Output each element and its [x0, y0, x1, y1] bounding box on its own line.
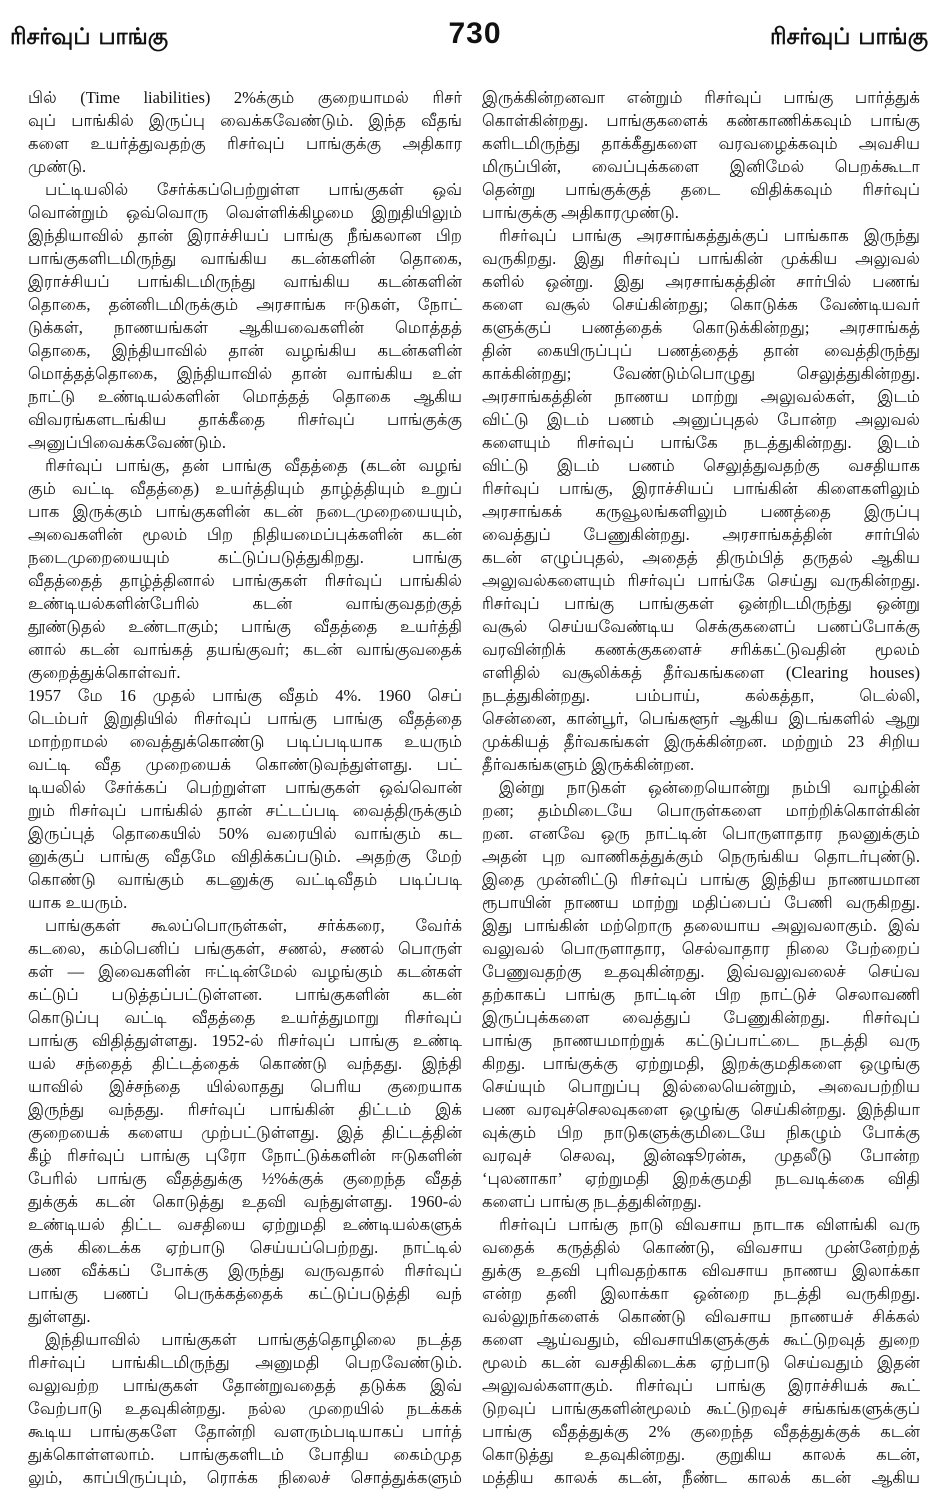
text-line: யாக உயரும். [28, 893, 128, 912]
text-line: கூடிய பாங்குகளே தோன்றி வளரும்படியாகப் பார்த் [28, 1422, 462, 1441]
text-line: துக்கொள்ளலாம். பாங்குகளிடம் போதிய கைம்முத [28, 1445, 462, 1464]
text-line: பேணுவதற்கு உதவுகின்றது. இவ்வலுவலைச் செய்வ [482, 962, 920, 981]
text-line: முண்டு. [28, 157, 87, 176]
text-line: ரூபாயின் நாணய மாற்று மதிப்பைப் பேணி வருகிறது. [482, 893, 920, 912]
text-line: மிருப்பின், வைப்புக்களை இனிமேல் பெறக்கூடா [482, 157, 920, 176]
text-line: வலுவல் பொருளாதார, செல்வாதார நிலை பேற்றைப் [482, 939, 920, 958]
left-column [28, 86, 462, 1489]
text-line: டுக்கள், நாணயங்கள் ஆகியவைகளின் மொத்தத் [28, 318, 462, 337]
text-line: குக் கிடைக்க ஏற்பாடு செய்யப்பெற்றது. நாட்டில் [28, 1238, 462, 1257]
text-line: காக்கின்றது; வேண்டும்பொழுது செலுத்துகின்றது. [482, 364, 920, 383]
text-line: பாங்கு வீதத்துக்கு 2% குறைந்த வீதத்துக்குக் கடன் [482, 1422, 920, 1441]
text-line: கொடுப்பு வட்டி வீதத்தை உயர்த்துமாறு ரிசர்வுப் [28, 1008, 462, 1027]
text-line: தென்று பாங்குக்குத் தடை விதிக்கவும் ரிசர்வுப் [482, 180, 920, 199]
text-line: விவரங்களடங்கிய தாக்கீதை ரிசர்வுப் பாங்குக்கு [28, 410, 462, 429]
text-line: வீதத்தைத் தாழ்த்தினால் பாங்குகள் ரிசர்வுப் பாங்கில் [28, 571, 462, 590]
text-line: வட்டி வீத முறையைக் கொண்டுவந்துள்ளது. பட் [28, 755, 462, 774]
text-line: ரிசர்வுப் பாங்கு, இராச்சியப் பாங்கின் கிளைகளிலும் [482, 479, 920, 498]
text-line: சென்னை, கான்பூர், பெங்களூர் ஆகிய இடங்களில் ஆறு [482, 709, 920, 728]
text-line: இருப்புத் தொகையில் 50% வரையில் வாங்கும் கட [28, 824, 462, 843]
text-line: களில் ஒன்று. இது அரசாங்கத்தின் சார்பில் பணங் [482, 272, 920, 291]
text-line: இருப்புக்களை வைத்துப் பேணுகின்றது. ரிசர்வுப் [482, 1008, 920, 1027]
text-line: தற்காகப் பாங்கு நாட்டின் பிற நாட்டுச் செலாவணி [482, 985, 920, 1004]
text-line: வரவின்றிக் கணக்குகளைச் சரிக்கட்டுவதின் மூலம் [482, 640, 920, 659]
text-line: வொன்றும் ஒவ்வொரு வெள்ளிக்கிழமை இறுதியிலும் [28, 203, 462, 222]
running-title-left: ரிசர்வுப் பாங்கு [10, 24, 169, 50]
text-line: குறைத்துக்கொள்வர். [28, 663, 181, 682]
paragraph [28, 454, 462, 684]
text-line: பேரில் பாங்கு வீதத்துக்கு ½%க்குக் குறைந்த வீதத் [28, 1169, 462, 1188]
text-line: கும் வட்டி வீதத்தை) உயர்த்தியும் தாழ்த்தியும் உறுப் [28, 479, 462, 498]
text-line: கடலை, கம்பெனிப் பங்குகள், சணல், சணல் பொருள் [28, 939, 462, 958]
text-line: அரசாங்கத்தின் நாணய மாற்று அலுவல்கள், இடம் [482, 387, 920, 406]
text-line: பாங்குக்கு அதிகாரமுண்டு. [482, 203, 679, 222]
text-line: இது பாங்கின் மற்றொரு தலையாய அலுவலாகும். இவ் [482, 916, 920, 935]
text-line: முக்கியத் தீர்வகங்கள் இருக்கின்றன. மற்றும் 23 சிறிய [482, 732, 920, 751]
text-line: மொத்தத்தொகை, இந்தியாவில் தான் வாங்கிய உள் [28, 364, 462, 383]
text-line: அலுவல்களையும் ரிசர்வுப் பாங்கே செய்து வருகின்றது. [482, 571, 920, 590]
paragraph [482, 224, 920, 776]
text-line: இந்தியாவில் தான் இராச்சியப் பாங்கு நீங்கலான பிற [28, 226, 462, 245]
text-line: 1957 மே 16 முதல் பாங்கு வீதம் 4%. 1960 செப் [28, 686, 462, 705]
text-line: பில் (Time liabilities) 2%க்கும் குறையாமல் ரிசர் [28, 88, 462, 107]
text-line: ரிசர்வுப் பாங்கு அரசாங்கத்துக்குப் பாங்காக இருந்து [499, 226, 920, 245]
text-line: டியலில் சேர்க்கப் பெற்றுள்ள பாங்குகள் ஒவ்வொன் [28, 778, 462, 797]
text-line: வருகிறது. இது ரிசர்வுப் பாங்கின் முக்கிய அலுவல் [482, 249, 920, 268]
paragraph [28, 178, 462, 454]
text-line: களை ஆய்வதும், விவசாயிகளுக்குக் கூட்டுறவுத் துறை [482, 1330, 920, 1349]
text-line: கொண்டு வாங்கும் கடனுக்கு வட்டிவீதம் படிப்படி [28, 870, 462, 889]
text-line: இந்தியாவில் பாங்குகள் பாங்குத்தொழிலை நடத்த [45, 1330, 462, 1349]
text-line: அரசாங்கக் கருவூலங்களிலும் பணத்தை இருப்பு [482, 502, 920, 521]
text-line: ரிசர்வுப் பாங்கு நாடு விவசாய நாடாக விளங்கி வரு [499, 1215, 920, 1234]
text-line: பண வரவுச்செலவுகளை ஒழுங்கு செய்கின்றது. இந்தியா [482, 1100, 920, 1119]
text-line: துக்குக் கடன் கொடுத்து உதவி வந்துள்ளது. 1960-ல் [28, 1192, 462, 1211]
text-line: உண்டியல் திட்ட வசதியை ஏற்றுமதி உண்டியல்களுக் [28, 1215, 462, 1234]
text-line: பட்டியலில் சேர்க்கப்பெற்றுள்ள பாங்குகள் ஒவ் [45, 180, 462, 199]
text-line: டுறவுப் பாங்குகளின்மூலம் கூட்டுறவுச் சங்கங்களுக்குப் [482, 1399, 920, 1418]
text-line: விட்டு இடம் பணம் செலுத்துவதற்கு வசதியாக [482, 456, 920, 475]
text-line: தொகை, இந்தியாவில் தான் வழங்கிய கடன்களின் [28, 341, 462, 360]
text-line: தின் கையிருப்புப் பணத்தைத் தான் வைத்திருந்து [482, 341, 920, 360]
text-line: பண வீக்கப் போக்கு இருந்து வருவதால் ரிசர்வுப் [28, 1261, 462, 1280]
text-line: வல்லுநர்களைக் கொண்டு விவசாய நாணயச் சிக்கல் [482, 1307, 920, 1326]
text-line: ரிசர்வுப் பாங்கிடமிருந்து அனுமதி பெறவேண்டும். [28, 1353, 462, 1372]
text-line: எளிதில் வசூலிக்கத் தீர்வகங்களை (Clearing houses) [482, 663, 920, 682]
text-line: வைத்துப் பேணுகின்றது. அரசாங்கத்தின் சார்பில் [482, 525, 920, 544]
text-line: குறையைக் களைய முற்பட்டுள்ளது. இத் திட்டத்தின் [28, 1123, 462, 1142]
text-line: அவைகளின் மூலம் பிற நிதியமைப்புக்களின் கடன் [28, 525, 462, 544]
text-line: கட்டுப் படுத்தப்பட்டுள்ளன. பாங்குகளின் கடன் [28, 985, 462, 1004]
text-line: களையும் ரிசர்வுப் பாங்கே நடத்துகின்றது. இடம் [482, 433, 920, 452]
text-line: களுக்குப் பணத்தைக் கொடுக்கின்றது; அரசாங்கத் [482, 318, 920, 337]
text-line: இதை முன்னிட்டு ரிசர்வுப் பாங்கு இந்திய நாணயமான [482, 870, 920, 889]
running-title-right: ரிசர்வுப் பாங்கு [769, 24, 928, 50]
text-line: ரிசர்வுப் பாங்கு பாங்குகள் ஒன்றிடமிருந்து ஒன்று [482, 594, 920, 613]
text-line: செய்யும் பொறுப்பு இல்லையென்றும், அவைபற்றிய [482, 1077, 920, 1096]
text-line: இராச்சியப் பாங்கிடமிருந்து வாங்கிய கடன்களின் [28, 272, 462, 291]
text-line: கடன் எழுப்புதல், அதைத் திரும்பித் தருதல் ஆகிய [482, 548, 920, 567]
text-line: தொகை, தன்னிடமிருக்கும் அரசாங்க ஈடுகள், நோட் [28, 295, 462, 314]
text-line: பாங்கு நாணயமாற்றுக் கட்டுப்பாட்டை நடத்தி வரு [482, 1031, 920, 1050]
text-line: அனுப்பிவைக்கவேண்டும். [28, 433, 226, 452]
text-line: வசூல் செய்யவேண்டிய செக்குகளைப் பணப்போக்கு [482, 617, 920, 636]
right-column [482, 86, 920, 1489]
text-line: விட்டு இடம் பணம் அனுப்புதல் போன்ற அலுவல் [482, 410, 920, 429]
text-line: கள் — இவைகளின் ஈட்டின்மேல் வழங்கும் கடன்கள் [28, 962, 462, 981]
text-line: லும், காப்பிருப்பும், ரொக்க நிலைச் சொத்துக்களும் [28, 1468, 462, 1487]
text-line: றன. எனவே ஒரு நாட்டின் பொருளாதார நலனுக்கும் [482, 824, 920, 843]
text-line: நடைமுறையையும் கட்டுப்படுத்துகிறது. பாங்கு [28, 548, 462, 567]
text-line: னால் கடன் வாங்கத் தயங்குவர்; கடன் வாங்குவதைக் [28, 640, 462, 659]
paragraph [482, 776, 920, 1213]
text-line: இன்று நாடுகள் ஒன்றையொன்று நம்பி வாழ்கின் [499, 778, 920, 797]
text-line: களிடமிருந்து தாக்கீதுகளை வரவழைக்கவும் அவசிய [482, 134, 920, 153]
paragraph [28, 1328, 462, 1489]
text-line: வரவுச் செலவு, இன்ஷூரன்சு, முதலீடு போன்ற [482, 1146, 920, 1165]
text-line: மத்திய காலக் கடன், நீண்ட காலக் கடன் ஆகிய [482, 1468, 920, 1487]
text-line: கொடுத்து உதவுகின்றது. குறுகிய காலக் கடன், [482, 1445, 920, 1464]
text-line: தீர்வகங்களும் இருக்கின்றன. [482, 755, 695, 774]
text-line: துள்ளது. [28, 1307, 91, 1326]
text-line: என்ற தனி இலாக்கா ஒன்றை நடத்தி வருகிறது. [482, 1284, 920, 1303]
text-line: னுக்குப் பாங்கு வீதமே விதிக்கப்படும். அதற்கு மேற் [28, 847, 462, 866]
text-line: கொள்கின்றது. பாங்குகளைக் கண்காணிக்கவும் பாங்கு [482, 111, 920, 130]
paragraph [28, 914, 462, 1328]
paragraph [482, 86, 920, 224]
text-line: டெம்பர் இறுதியில் ரிசர்வுப் பாங்கு பாங்கு வீதத்தை [28, 709, 462, 728]
text-line: றும் ரிசர்வுப் பாங்கில் தான் சட்டப்படி வைத்திருக்கும் [28, 801, 462, 820]
paragraph [28, 684, 462, 914]
text-line: பாங்குகள் கூலப்பொருள்கள், சர்க்கரை, வேர்க் [45, 916, 462, 935]
text-line: களை உயர்த்துவதற்கு ரிசர்வுப் பாங்குக்கு அதிகார [28, 134, 462, 153]
paragraph [482, 1213, 920, 1489]
text-line: நாட்டு உண்டியல்களின் மொத்தத் தொகை ஆகிய [28, 387, 462, 406]
text-line: யல் சந்தைத் திட்டத்தைக் கொண்டு வந்தது. இந்தி [28, 1054, 462, 1073]
text-line: றன; தம்மிடையே பொருள்களை மாற்றிக்கொள்கின் [482, 801, 920, 820]
text-line: களைப் பாங்கு நடத்துகின்றது. [482, 1192, 702, 1211]
text-line: ‘புலனாகா’ ஏற்றுமதி இறக்குமதி நடவடிக்கை விதி [482, 1169, 920, 1188]
text-line: உண்டியல்களின்பேரில் கடன் வாங்குவதற்குத் [28, 594, 462, 613]
text-line: பாங்கு விதித்துள்ளது. 1952-ல் ரிசர்வுப் பாங்கு உண்டி [28, 1031, 462, 1050]
page-number: 730 [448, 17, 502, 50]
text-line: வேற்பாடு உதவுகின்றது. நல்ல முறையில் நடக்கக் [28, 1399, 462, 1418]
text-line: களை வசூல் செய்கின்றது; கொடுக்க வேண்டியவர் [482, 295, 920, 314]
text-line: இருக்கின்றனவா என்றும் ரிசர்வுப் பாங்கு பார்த்துக் [482, 88, 920, 107]
text-line: கீழ் ரிசர்வுப் பாங்கு புரோ நோட்டுக்களின் ஈடுகளின் [28, 1146, 462, 1165]
text-line: பாங்குகளிடமிருந்து வாங்கிய கடன்களின் தொகை, [28, 249, 462, 268]
text-line: அதன் புற வாணிகத்துக்கும் நெருங்கிய தொடர்புண்டு. [482, 847, 920, 866]
text-line: மாற்றாமல் வைத்துக்கொண்டு படிப்படியாக உயரும் [28, 732, 462, 751]
text-line: ரிசர்வுப் பாங்கு, தன் பாங்கு வீதத்தை (கடன் வழங் [45, 456, 462, 475]
text-line: வலுவற்ற பாங்குகள் தோன்றுவதைத் தடுக்க இவ் [28, 1376, 462, 1395]
text-line: நடத்துகின்றது. பம்பாய், கல்கத்தா, டெல்லி, [482, 686, 920, 705]
text-line: தூண்டுதல் உண்டாகும்; பாங்கு வீதத்தை உயர்த்தி [28, 617, 462, 636]
text-line: வுப் பாங்கில் இருப்பு வைக்கவேண்டும். இந்த வீதங் [28, 111, 462, 130]
page-header [0, 14, 940, 62]
text-line: துக்கு உதவி புரிவதற்காக விவசாய நாணய இலாக்கா [482, 1261, 920, 1280]
text-line: மூலம் கடன் வசதிகிடைக்க ஏற்பாடு செய்வதும் இதன் [482, 1353, 920, 1372]
paragraph [28, 86, 462, 178]
text-line: பாங்கு பணப் பெருக்கத்தைக் கட்டுப்படுத்தி வந் [28, 1284, 462, 1303]
text-line: வதைக் கருத்தில் கொண்டு, விவசாய முன்னேற்றத் [482, 1238, 920, 1257]
text-line: யாவில் இச்சந்தை யில்லாதது பெரிய குறையாக [28, 1077, 462, 1096]
text-line: வுக்கும் பிற நாடுகளுக்குமிடையே நிகழும் போக்கு [482, 1123, 920, 1142]
text-line: கிறது. பாங்குக்கு ஏற்றுமதி, இறக்குமதிகளை ஒழுங்கு [482, 1054, 920, 1073]
text-line: பாக இருக்கும் பாங்குகளின் கடன் நடைமுறையையும், [28, 502, 462, 521]
text-line: இருந்து வந்தது. ரிசர்வுப் பாங்கின் திட்டம் இக் [28, 1100, 462, 1119]
text-line: அலுவல்களாகும். ரிசர்வுப் பாங்கு இராச்சியக் கூட் [482, 1376, 920, 1395]
